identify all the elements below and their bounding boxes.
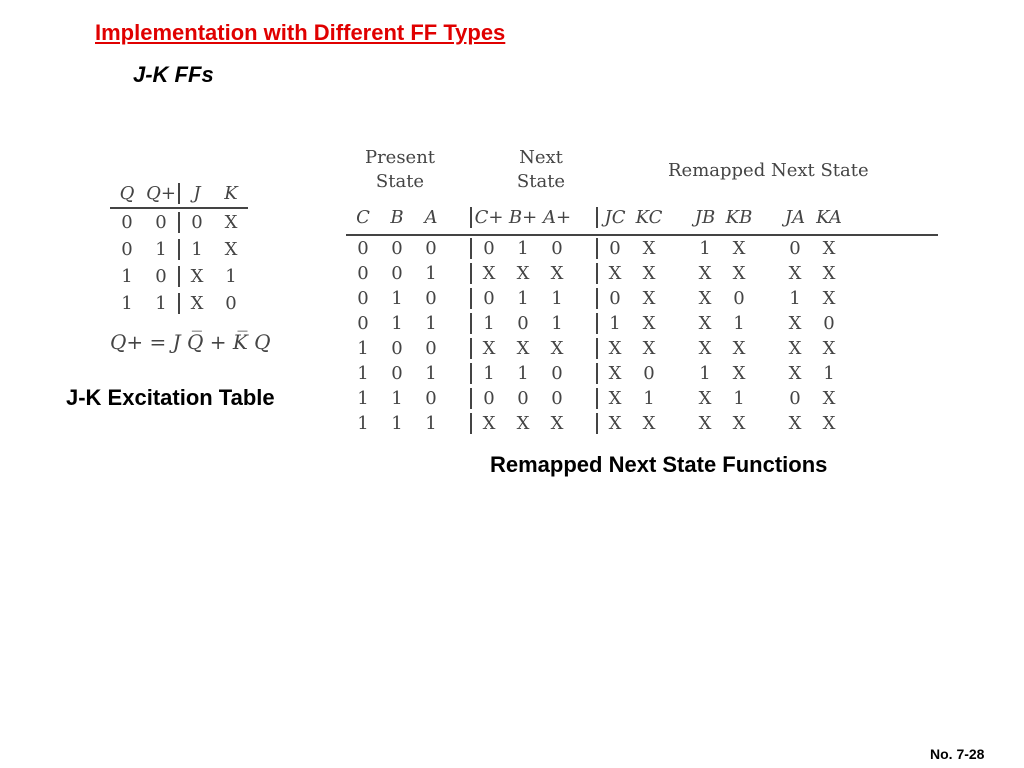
caption-remapped-functions: Remapped Next State Functions xyxy=(490,452,828,477)
table-cell: 0 xyxy=(551,363,563,384)
table-cell: X xyxy=(788,413,802,434)
table-cell: 0 xyxy=(425,238,437,259)
table-cell: 0 xyxy=(155,266,167,287)
table-cell: 1 xyxy=(357,388,369,409)
table-cell: 1 xyxy=(425,363,437,384)
remapped-header-row xyxy=(346,200,938,236)
table-cell: 0 xyxy=(517,313,529,334)
table-cell: X xyxy=(732,363,746,384)
table-cell: 0 xyxy=(357,313,369,334)
header-kb: KB xyxy=(725,206,753,228)
group-next-line1: Next xyxy=(519,147,563,168)
table-cell: X xyxy=(642,338,656,359)
table-cell: X xyxy=(698,338,712,359)
excitation-table xyxy=(110,180,248,317)
group-next-state xyxy=(454,146,628,194)
table-cell: 1 xyxy=(391,413,403,434)
table-cell: 0 xyxy=(425,388,437,409)
table-cell: 0 xyxy=(551,238,563,259)
table-cell: 0 xyxy=(391,263,403,284)
table-cell: 0 xyxy=(225,293,237,314)
table-cell: 0 xyxy=(789,238,801,259)
table-cell: X xyxy=(698,388,712,409)
header-jb: JB xyxy=(694,206,716,228)
table-cell: 0 xyxy=(517,388,529,409)
table-cell: 1 xyxy=(699,363,711,384)
table-cell: 0 xyxy=(425,288,437,309)
table-row xyxy=(346,311,938,336)
table-cell: 0 xyxy=(357,288,369,309)
header-k: K xyxy=(224,183,238,204)
table-cell: 1 xyxy=(121,293,133,314)
table-cell: X xyxy=(822,338,836,359)
table-cell: 1 xyxy=(551,313,563,334)
table-cell: 0 xyxy=(551,388,563,409)
remapped-rows xyxy=(346,236,938,436)
table-row xyxy=(110,290,248,317)
table-cell: X xyxy=(698,413,712,434)
table-cell: 1 xyxy=(121,266,133,287)
table-cell: X xyxy=(178,293,214,314)
table-cell: 0 xyxy=(391,238,403,259)
header-j: J xyxy=(178,183,214,204)
table-cell: 0 xyxy=(643,363,655,384)
table-cell: 1 xyxy=(357,413,369,434)
table-cell: 1 xyxy=(823,363,835,384)
table-cell: X xyxy=(822,388,836,409)
table-cell: X xyxy=(550,413,564,434)
table-cell: X xyxy=(698,263,712,284)
table-cell: X xyxy=(596,413,632,434)
table-cell: 1 xyxy=(425,263,437,284)
table-cell: X xyxy=(516,413,530,434)
table-cell: 1 xyxy=(789,288,801,309)
table-row xyxy=(110,209,248,236)
header-ka: KA xyxy=(816,206,842,228)
table-cell: 0 xyxy=(357,238,369,259)
table-row xyxy=(346,386,938,411)
table-row xyxy=(346,411,938,436)
header-kc: KC xyxy=(635,206,663,228)
table-row xyxy=(346,286,938,311)
table-cell: X xyxy=(516,338,530,359)
table-cell: X xyxy=(822,238,836,259)
table-cell: 1 xyxy=(517,363,529,384)
table-cell: 0 xyxy=(121,239,133,260)
table-cell: X xyxy=(732,338,746,359)
table-cell: X xyxy=(732,263,746,284)
table-cell: 1 xyxy=(733,388,745,409)
table-cell: X xyxy=(822,263,836,284)
table-cell: 1 xyxy=(551,288,563,309)
group-next-line2: State xyxy=(516,171,566,192)
table-cell: 1 xyxy=(733,313,745,334)
table-cell: X xyxy=(822,413,836,434)
table-row xyxy=(346,361,938,386)
table-cell: X xyxy=(516,263,530,284)
table-cell: X xyxy=(224,212,238,233)
table-cell: X xyxy=(596,363,632,384)
table-row xyxy=(346,261,938,286)
header-c: C xyxy=(356,206,370,228)
table-cell: 1 xyxy=(425,413,437,434)
header-b-plus: B+ xyxy=(508,206,538,228)
header-ja: JA xyxy=(784,206,806,228)
table-cell: X xyxy=(788,313,802,334)
table-cell: X xyxy=(732,238,746,259)
table-cell: 1 xyxy=(643,388,655,409)
page-number: No. 7-28 xyxy=(930,746,985,762)
table-cell: 1 xyxy=(225,266,237,287)
header-q-plus: Q+ xyxy=(146,183,176,204)
table-cell: X xyxy=(642,238,656,259)
table-cell: 0 xyxy=(357,263,369,284)
table-cell: 1 xyxy=(699,238,711,259)
table-cell: 0 xyxy=(121,212,133,233)
table-cell: 1 xyxy=(357,338,369,359)
table-cell: 1 xyxy=(517,288,529,309)
table-cell: X xyxy=(698,313,712,334)
remapped-table xyxy=(346,140,938,436)
table-cell: 0 xyxy=(178,212,214,233)
table-cell: X xyxy=(596,388,632,409)
table-cell: X xyxy=(698,288,712,309)
table-cell: X xyxy=(224,239,238,260)
table-cell: X xyxy=(788,363,802,384)
table-cell: 1 xyxy=(155,239,167,260)
header-c-plus: C+ xyxy=(470,207,506,228)
table-cell: X xyxy=(470,263,506,284)
table-cell: 1 xyxy=(517,238,529,259)
table-cell: 0 xyxy=(596,238,632,259)
table-cell: 1 xyxy=(470,363,506,384)
header-a-plus: A+ xyxy=(542,206,572,228)
table-cell: 0 xyxy=(789,388,801,409)
jk-characteristic-equation: Q+ = J Q̅ + K̅ Q xyxy=(110,330,271,354)
table-row xyxy=(346,236,938,261)
group-present-state xyxy=(346,146,454,194)
table-cell: 0 xyxy=(470,388,506,409)
table-cell: X xyxy=(470,413,506,434)
table-cell: 0 xyxy=(470,238,506,259)
table-row xyxy=(110,236,248,263)
table-cell: 1 xyxy=(178,239,214,260)
table-cell: X xyxy=(550,263,564,284)
table-cell: 1 xyxy=(391,313,403,334)
header-a: A xyxy=(424,206,438,228)
table-cell: 0 xyxy=(391,363,403,384)
group-header-row xyxy=(346,140,938,200)
table-cell: X xyxy=(788,338,802,359)
table-cell: X xyxy=(642,313,656,334)
table-cell: 1 xyxy=(596,313,632,334)
table-cell: 1 xyxy=(425,313,437,334)
table-cell: X xyxy=(642,413,656,434)
table-cell: 0 xyxy=(823,313,835,334)
caption-excitation-table: J-K Excitation Table xyxy=(66,385,275,410)
table-cell: 1 xyxy=(155,293,167,314)
table-cell: 0 xyxy=(470,288,506,309)
table-cell: 1 xyxy=(391,388,403,409)
slide-subtitle: J-K FFs xyxy=(133,62,214,87)
table-cell: X xyxy=(788,263,802,284)
table-cell: X xyxy=(470,338,506,359)
table-cell: 1 xyxy=(357,363,369,384)
group-remapped-next-state: Remapped Next State xyxy=(668,159,869,181)
slide-title: Implementation with Different FF Types xyxy=(95,20,506,45)
table-cell: X xyxy=(596,338,632,359)
header-jc: JC xyxy=(596,207,632,228)
table-cell: X xyxy=(822,288,836,309)
table-cell: 0 xyxy=(596,288,632,309)
table-cell: X xyxy=(596,263,632,284)
header-b: B xyxy=(390,206,404,228)
header-q: Q xyxy=(119,183,135,204)
table-cell: 1 xyxy=(391,288,403,309)
table-row xyxy=(110,263,248,290)
table-cell: X xyxy=(550,338,564,359)
group-present-line2: State xyxy=(375,171,425,192)
table-row xyxy=(346,336,938,361)
table-cell: X xyxy=(732,413,746,434)
table-cell: X xyxy=(642,288,656,309)
table-cell: X xyxy=(178,266,214,287)
table-cell: 0 xyxy=(391,338,403,359)
excitation-header-row xyxy=(110,180,248,209)
table-cell: 0 xyxy=(155,212,167,233)
table-cell: 0 xyxy=(733,288,745,309)
group-present-line1: Present xyxy=(364,147,436,168)
table-cell: 1 xyxy=(470,313,506,334)
table-cell: X xyxy=(642,263,656,284)
table-cell: 0 xyxy=(425,338,437,359)
